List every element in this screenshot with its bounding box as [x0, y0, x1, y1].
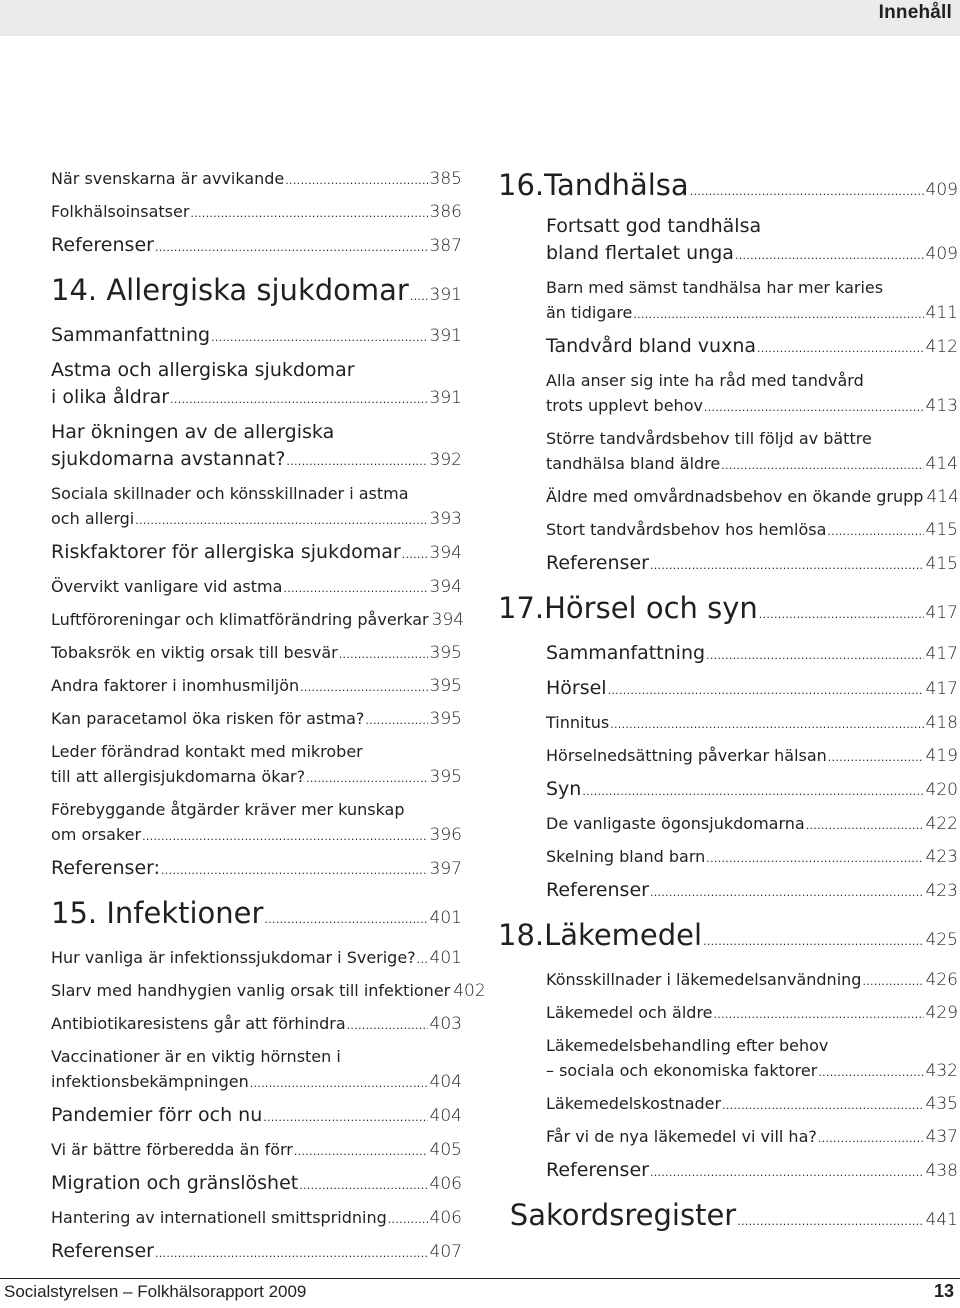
dot-leader [299, 1172, 427, 1199]
dot-leader [211, 324, 427, 351]
dot-leader [347, 1013, 428, 1038]
toc-entry-title: Kan paracetamol öka risken för astma? [51, 709, 365, 728]
toc-entry [51, 607, 465, 634]
toc-entry-title: Vaccinationer är en viktig hörnsten i [51, 1047, 341, 1066]
toc-entry-title: Riskfaktorer för allergiska sjukdomar [51, 541, 401, 563]
toc-entry [498, 589, 958, 634]
toc-page-number: 394 [429, 543, 462, 563]
toc-entry [498, 916, 958, 961]
toc-entry-title: Referenser: [51, 857, 161, 879]
toc-entry [498, 213, 958, 269]
toc-page-number: 425 [925, 930, 958, 950]
toc-entry-title: Referenser [546, 879, 649, 901]
toc-entry-title: bland flertalet unga [546, 242, 734, 264]
toc-entry-title: infektionsbekämpningen [51, 1072, 249, 1091]
toc-entry-title: Sammanfattning [546, 642, 706, 664]
toc-entry [51, 1238, 462, 1267]
toc-page-number: 403 [429, 1014, 462, 1034]
dot-leader [365, 708, 427, 733]
toc-page-number: 391 [429, 326, 462, 346]
toc-entry [498, 275, 958, 327]
toc-entry [498, 743, 958, 770]
dot-leader [388, 1207, 428, 1232]
toc-page-number: 411 [925, 303, 958, 323]
toc-page-number: 395 [429, 643, 462, 663]
toc-entry [51, 419, 462, 475]
toc-page-number: 420 [925, 780, 958, 800]
dot-leader [250, 1071, 428, 1096]
toc-entry [498, 550, 958, 579]
toc-entry-title: Referenser [51, 234, 154, 256]
toc-right-column [498, 166, 958, 1241]
toc-entry-title: Leder förändrad kontakt med mikrober [51, 742, 363, 761]
toc-page-number: 406 [429, 1174, 462, 1194]
toc-page-number: 418 [925, 713, 958, 733]
toc-entry-title: än tidigare [546, 303, 633, 322]
toc-entry-title: Läkemedelsbehandling efter behov [546, 1036, 829, 1055]
toc-page-number: 406 [429, 1208, 462, 1228]
dot-leader [285, 168, 427, 193]
toc-entry [498, 517, 958, 544]
toc-entry [498, 776, 958, 805]
toc-entry-title: Barn med sämst tandhälsa har mer karies [546, 278, 884, 297]
toc-entry [51, 539, 462, 568]
dot-leader [706, 846, 923, 871]
toc-entry [51, 978, 486, 1005]
toc-entry-title: Referenser [51, 1240, 154, 1262]
toc-page-number: 401 [429, 908, 462, 928]
dot-leader [703, 923, 923, 961]
toc-page-number: 402 [453, 981, 486, 1001]
toc-entry-title: Alla anser sig inte ha råd med tandvård [546, 371, 864, 390]
toc-entry [498, 333, 958, 362]
toc-entry-title: Har ökningen av de allergiska [51, 421, 335, 443]
toc-entry [498, 1091, 958, 1118]
toc-entry [51, 1011, 462, 1038]
dot-leader [722, 1093, 923, 1118]
toc-entry [51, 1170, 462, 1199]
toc-entry [51, 1102, 462, 1131]
toc-page-number: 387 [429, 236, 462, 256]
toc-entry [498, 1196, 958, 1241]
dot-leader [170, 386, 427, 413]
toc-page-number: 405 [429, 1140, 462, 1160]
dot-leader [633, 302, 923, 327]
toc-page-number: 396 [429, 825, 462, 845]
dot-leader [417, 947, 428, 972]
toc-entry [51, 232, 462, 261]
toc-entry-title: Skelning bland barn [546, 847, 706, 866]
toc-entry-title: Syn [546, 778, 582, 800]
toc-page-number: 426 [925, 970, 958, 990]
toc-page-number: 394 [429, 577, 462, 597]
toc-page-number: 407 [429, 1242, 462, 1262]
toc-entry [498, 426, 958, 478]
toc-entry-title: Könsskillnader i läkemedelsanvändning [546, 970, 862, 989]
toc-entry [498, 1157, 958, 1186]
footer-publication: Socialstyrelsen – Folkhälsorapport 2009 [4, 1282, 307, 1301]
dot-leader [161, 857, 428, 884]
toc-entry [51, 1044, 462, 1096]
toc-page-number: 415 [925, 520, 958, 540]
toc-entry [498, 967, 958, 994]
toc-entry-title: Sammanfattning [51, 324, 211, 346]
toc-page-number: 395 [429, 767, 462, 787]
dot-leader [650, 879, 924, 906]
dot-leader [300, 675, 427, 700]
toc-entry [51, 673, 462, 700]
toc-entry [498, 811, 958, 838]
dot-leader [294, 1139, 428, 1164]
toc-entry [498, 640, 958, 669]
toc-entry [51, 322, 462, 351]
toc-entry-title: tandhälsa bland äldre [546, 454, 721, 473]
toc-entry-title: Hörselnedsättning påverkar hälsan [546, 746, 827, 765]
toc-entry-title: Vi är bättre förberedda än förr [51, 1140, 293, 1159]
toc-page-number: 394 [431, 610, 465, 630]
toc-page-number: 441 [925, 1210, 958, 1230]
toc-entry [51, 481, 462, 533]
dot-leader [283, 576, 427, 601]
dot-leader [735, 242, 924, 269]
toc-page-number: 409 [925, 244, 958, 264]
chapter-number: 18. [498, 918, 545, 952]
toc-entry-title: Sakordsregister [509, 1198, 737, 1232]
toc-entry [498, 1124, 958, 1151]
dot-leader [142, 824, 427, 849]
toc-entry-title: Hantering av internationell smittspridning [51, 1208, 387, 1227]
toc-entry [498, 1033, 958, 1085]
dot-leader [155, 234, 428, 261]
toc-page-number: 435 [925, 1094, 958, 1114]
toc-page-number: 397 [429, 859, 462, 879]
toc-page-number: 423 [925, 847, 958, 867]
toc-entry-title: sjukdomarna avstannat? [51, 448, 286, 470]
toc-entry [51, 166, 462, 193]
dot-leader [828, 745, 924, 770]
footer-page-number: 13 [933, 1281, 954, 1301]
toc-page-number: 437 [925, 1127, 958, 1147]
toc-entry-title: När svenskarna är avvikande [51, 169, 285, 188]
toc-entry-title: Får vi de nya läkemedel vi vill ha? [546, 1127, 817, 1146]
toc-entry [498, 710, 958, 737]
toc-page-number: 423 [925, 881, 958, 901]
dot-leader [862, 969, 923, 994]
toc-entry [51, 945, 462, 972]
toc-entry-title: Antibiotikaresistens går att förhindra [51, 1014, 346, 1033]
toc-page-number: 438 [925, 1161, 958, 1181]
toc-entry-title: Astma och allergiska sjukdomar [51, 359, 355, 381]
toc-entry-title: Stort tandvårdsbehov hos hemlösa [546, 520, 827, 539]
dot-leader [650, 552, 924, 579]
toc-entry [51, 1205, 462, 1232]
toc-entry-title: Tandhälsa [544, 168, 689, 202]
chapter-number: 16. [498, 168, 545, 202]
dot-leader [135, 508, 427, 533]
toc-entry [51, 894, 462, 939]
dot-leader [402, 541, 428, 568]
toc-entry [498, 844, 958, 871]
toc-page-number: 385 [429, 169, 462, 189]
toc-page-number: 414 [926, 487, 959, 507]
toc-page-number: 404 [429, 1106, 462, 1126]
toc-page-number: 417 [925, 644, 958, 664]
dot-leader [155, 1240, 428, 1267]
toc-page-number: 393 [429, 509, 462, 529]
toc-entry-title: Tobaksrök en viktig orsak till besvär [51, 643, 338, 662]
toc-entry [498, 1000, 958, 1027]
toc-entry [51, 640, 462, 667]
toc-page-number: 414 [925, 454, 958, 474]
toc-entry-title: Pandemier förr och nu [51, 1104, 263, 1126]
dot-leader [610, 712, 923, 737]
toc-entry [51, 1137, 462, 1164]
toc-entry-title: Tinnitus [546, 713, 610, 732]
toc-entry-title: 15. Infektioner [51, 896, 264, 930]
toc-entry-title: i olika åldrar [51, 386, 170, 408]
toc-entry-title: Slarv med handhygien vanlig orsak till infektioner [51, 981, 451, 1000]
toc-entry [498, 877, 958, 906]
toc-entry-title: Migration och gränslöshet [51, 1172, 299, 1194]
toc-entry-title: och allergi [51, 509, 135, 528]
dot-leader [706, 642, 923, 669]
header-band [0, 0, 960, 36]
page-footer [0, 1278, 960, 1308]
toc-entry [498, 675, 958, 704]
toc-page-number: 412 [925, 337, 958, 357]
toc-page-number: 391 [429, 285, 462, 305]
toc-page-number: 419 [925, 746, 958, 766]
toc-page-number: 401 [429, 948, 462, 968]
toc-entry [498, 484, 958, 511]
toc-page-number: 413 [925, 396, 958, 416]
toc-entry-title: Luftföroreningar och klimatförändring påverkar [51, 610, 429, 629]
dot-leader [339, 642, 428, 667]
toc-entry-title: Läkemedel och äldre [546, 1003, 713, 1022]
dot-leader [759, 596, 924, 634]
toc-entry [51, 855, 462, 884]
toc-entry-title: Hörsel [546, 677, 607, 699]
toc-entry-title: om orsaker [51, 825, 142, 844]
dot-leader [818, 1126, 924, 1151]
toc-entry [51, 797, 462, 849]
toc-entry-title: Fortsatt god tandhälsa [546, 215, 762, 237]
toc-page-number: 391 [429, 388, 462, 408]
toc-page-number: 417 [925, 603, 958, 623]
toc-page-number: 432 [925, 1061, 958, 1081]
toc-page-number: 409 [925, 180, 958, 200]
dot-leader [263, 1104, 427, 1131]
toc-page-number: 404 [429, 1072, 462, 1092]
dot-leader [190, 201, 427, 226]
toc-entry-title: Förebyggande åtgärder kräver mer kunskap [51, 800, 405, 819]
toc-left-column [51, 166, 486, 1267]
toc-entry [498, 166, 958, 211]
toc-page-number: 417 [925, 679, 958, 699]
toc-entry-title: Hörsel och syn [544, 591, 758, 625]
dot-leader [410, 278, 428, 316]
toc-page-number: 395 [429, 709, 462, 729]
toc-entry-title: 14. Allergiska sjukdomar [51, 273, 409, 307]
toc-entry [498, 368, 958, 420]
toc-page-number: 395 [429, 676, 462, 696]
toc-entry [51, 271, 462, 316]
dot-leader [714, 1002, 924, 1027]
toc-entry-title: Referenser [546, 1159, 649, 1181]
dot-leader [306, 766, 427, 791]
toc-entry-title: Äldre med omvårdnadsbehov en ökande grupp [546, 487, 924, 506]
toc-entry-title: trots upplevt behov [546, 396, 703, 415]
toc-entry-title: Övervikt vanligare vid astma [51, 577, 283, 596]
toc-entry-title: Referenser [546, 552, 649, 574]
toc-entry-title: Större tandvårdsbehov till följd av bättre [546, 429, 872, 448]
dot-leader [757, 335, 924, 362]
toc-entry-title: Läkemedelskostnader [546, 1094, 722, 1113]
toc-entry [51, 706, 462, 733]
page-section-title: Innehåll [878, 2, 952, 23]
toc-entry-title: – sociala och ekonomiska faktorer [546, 1061, 818, 1080]
dot-leader [690, 173, 924, 211]
toc-entry-title: Sociala skillnader och könsskillnader i astma [51, 484, 409, 503]
toc-entry-title: Tandvård bland vuxna [546, 335, 757, 357]
dot-leader [608, 677, 924, 704]
dot-leader [721, 453, 923, 478]
toc-entry-title: De vanligaste ögonsjukdomarna [546, 814, 805, 833]
toc-page-number: 386 [429, 202, 462, 222]
dot-leader [582, 778, 923, 805]
dot-leader [286, 448, 427, 475]
toc-entry-title: Hur vanliga är infektionssjukdomar i Sverige? [51, 948, 416, 967]
toc-entry-title: Folkhälsoinsatser [51, 202, 190, 221]
dot-leader [827, 519, 923, 544]
dot-leader [650, 1159, 924, 1186]
toc-entry-title: till att allergisjukdomarna ökar? [51, 767, 306, 786]
toc-page-number: 392 [429, 450, 462, 470]
dot-leader [704, 395, 924, 420]
toc-page-number: 422 [925, 814, 958, 834]
dot-leader [264, 901, 427, 939]
dot-leader [737, 1203, 923, 1241]
toc-page-number: 429 [925, 1003, 958, 1023]
toc-entry-title: Andra faktorer i inomhusmiljön [51, 676, 300, 695]
toc-entry [51, 199, 462, 226]
toc-page-number: 415 [925, 554, 958, 574]
toc-entry-title: Läkemedel [544, 918, 703, 952]
chapter-number: 17. [498, 591, 545, 625]
dot-leader [818, 1060, 923, 1085]
toc-entry [51, 357, 462, 413]
toc-entry [51, 739, 462, 791]
toc-entry [51, 574, 462, 601]
dot-leader [806, 813, 924, 838]
